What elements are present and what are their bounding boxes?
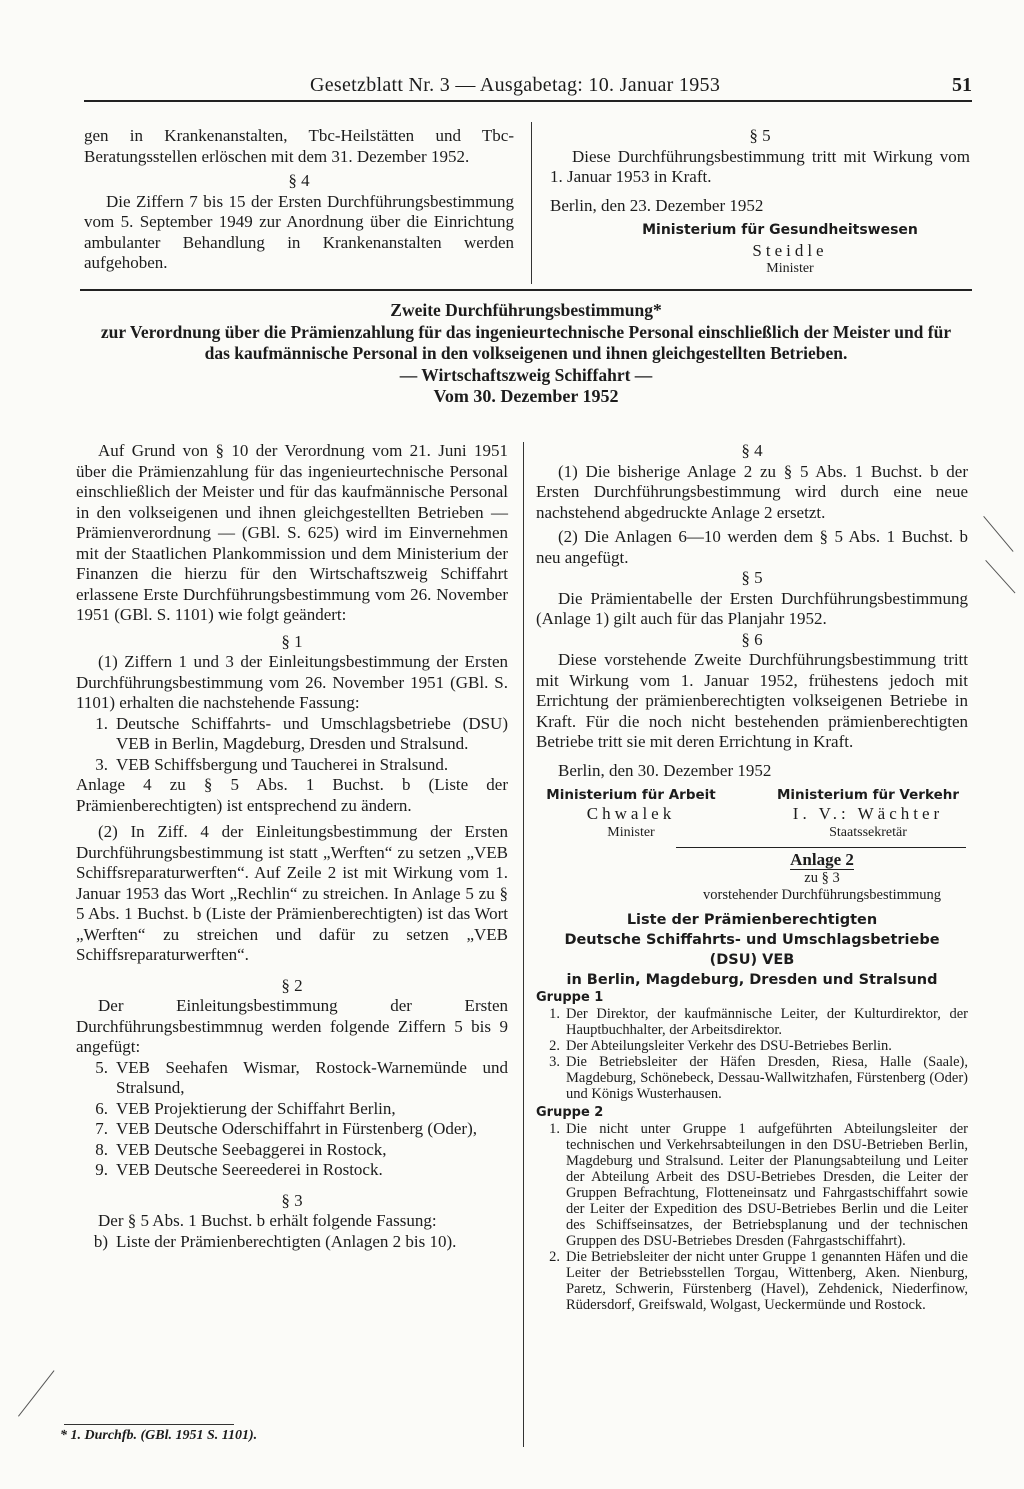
section-heading: § 1 (281, 631, 303, 651)
anlage-label: Anlage 2 (790, 849, 854, 869)
list-title: Liste der Prämienberechtigten (626, 912, 878, 928)
group-heading: Gruppe 2 (536, 1105, 604, 1120)
item-text: Deutsche Schiffahrts- und Umschlagsbetriebe (DSU) VEB in Berlin, Magdeburg, Dresden und Stralsund. (116, 713, 508, 753)
signer-role: Minister (766, 261, 814, 276)
paragraph: Die Ziffern 7 bis 15 der Ersten Durchführungsbestimmung vom 5. September 1949 zur Anordnung über die Einrichtung ambulanter Behandlung in Krankenanstalten werden aufgehoben. (84, 191, 514, 272)
section-heading: § 5 (749, 126, 771, 145)
section-heading: § 2 (281, 975, 303, 995)
ministry-name: Ministerium für Arbeit (546, 787, 716, 803)
signer-role: Minister (607, 824, 655, 840)
paragraph: Diese Durchführungsbestimmung tritt mit Wirkung vom 1. Januar 1953 in Kraft. (550, 146, 970, 186)
item-text: Die Betriebsleiter der Häfen Dresden, Riesa, Halle (Saale), Magdeburg, Schönebeck, Dessau-Wallwitzhafen, Fürstenberg (Oder) und Königs Wusterhausen. (566, 1054, 968, 1102)
list-subtitle: (DSU) VEB (709, 952, 795, 968)
page-header (70, 74, 972, 100)
item-text: Liste der Prämienberechtigten (Anlagen 2 bis 10). (116, 1231, 457, 1251)
item-number: 2. (549, 1249, 560, 1265)
section-heading: § 4 (288, 171, 310, 190)
header-rule (84, 100, 972, 102)
list-item (76, 1058, 508, 1099)
section-heading: § 5 (741, 568, 763, 587)
item-number: 1. (549, 1006, 560, 1022)
item-text: Der Abteilungsleiter Verkehr des DSU-Betriebes Berlin. (566, 1038, 892, 1054)
paragraph: Der Einleitungsbestimmung der Ersten Durchführungsbestimmnug werden folgende Ziffern 5 bis 9 angefügt: (76, 996, 508, 1056)
list-item (536, 1006, 968, 1038)
column-divider (523, 442, 524, 1447)
list-item (76, 1119, 508, 1140)
paragraph: gen in Krankenanstalten, Tbc-Heilstätten und Tbc-Beratungsstellen erlöschen mit dem 31. Dezember 1952. (84, 126, 514, 166)
list-item (76, 755, 508, 776)
item-text: VEB Projektierung der Schiffahrt Berlin, (116, 1098, 396, 1118)
item-text: VEB Deutsche Seereederei in Rostock. (116, 1160, 383, 1179)
section-heading: § 4 (741, 441, 763, 460)
list-item (536, 1054, 968, 1102)
main-right-column (536, 441, 968, 1313)
ministry-name: Ministerium für Gesundheitswesen (642, 222, 918, 238)
intro-paragraph: Auf Grund von § 10 der Verordnung vom 21. Juni 1951 über die Prämienzahlung für das ingenieurtechnische Personal einschließlich der Meister und für das kaufmännische Personal in den volkseigenen und ihnen gleichgestellten Betrieben — Prämienverordnung — (GBl. S. 625) wird im Einvernehmen mit der Staatlichen Plankommission und dem Ministerium der Finanzen die hierzu für den Wirtschaftszweig Schiffahrt erlassene Erste Durchführungsbestimmung vom 26. November 1951 (GBl. S. 1101) wie folgt geändert: (76, 441, 508, 624)
item-number: 6. (95, 1098, 108, 1118)
signature-block (536, 787, 968, 841)
document-title: Zweite Durchführungsbestimmung* (390, 300, 662, 320)
list-item (76, 1099, 508, 1120)
item-text: VEB Deutsche Seebaggerei in Rostock, (116, 1139, 387, 1159)
signer-name: I. V.: Wächter (792, 804, 944, 823)
list-subtitle: Deutsche Schiffahrts- und Umschlagsbetriebe (564, 932, 940, 948)
date-heading: Vom 30. Dezember 1952 (433, 386, 619, 406)
document-subtitle: zur Verordnung über die Prämienzahlung für das ingenieurtechnische Personal einschließlich der Meister und für das kaufmännische Personal in den volkseigenen und ihnen gleichgestellten Betrieben. (100, 321, 952, 363)
ministry-name: Ministerium für Verkehr (776, 787, 959, 803)
item-text: Die Betriebsleiter der nicht unter Gruppe 1 genannten Häfen und die Leiter der Betriebsstellen Torgau, Wittenberg, Aken. Nienburg, Paretz, Schwerin, Fürstenberg (Havel), Zehdenick, Niederfinow, Rüdersdorf, Greifswald, Wolgast, Ueckermünde und Rostock. (566, 1249, 968, 1313)
item-number: 9. (95, 1160, 108, 1179)
paragraph: Anlage 4 zu § 5 Abs. 1 Buchst. b (Liste der Prämienberechtigten) ist entsprechend zu ändern. (76, 775, 508, 815)
signer-name: Chwalek (586, 804, 676, 823)
sector-line: — Wirtschaftszweig Schiffahrt — (399, 364, 653, 385)
main-left-column (76, 441, 508, 1252)
signer-role: Staatssekretär (829, 824, 907, 840)
item-text: Die nicht unter Gruppe 1 aufgeführten Abteilungsleiter der technischen und Verkehrsabteilungen in den DSU-Betrieben Berlin, Magdeburg und Stralsund. Leiter der Planungsabteilung und Leiter der Abteilung Arbeit des DSU-Betriebes Dresden, die Leiter der Gruppen Befrachtung, Flotteneinsatz und Fahrgastschiffahrt sowie der Leiter der Expedition des DSU-Betriebes Berlin und die Leiter des Schiffseinsatzes, der Betriebsplanung und der technischen Gruppen des DSU-Betriebes Dresden (Fahrgastschiffahrt). (566, 1121, 968, 1249)
list-item (536, 1121, 968, 1249)
item-number: 1. (95, 713, 108, 733)
list-item (76, 1160, 508, 1181)
header-title: Gesetzblatt Nr. 3 — Ausgabetag: 10. Januar 1953 (310, 74, 721, 96)
date-line: Berlin, den 30. Dezember 1952 (558, 760, 772, 780)
anlage-heading (536, 850, 968, 871)
title-block (80, 300, 972, 408)
scan-mark (985, 560, 1015, 593)
paragraph: Diese vorstehende Zweite Durchführungsbestimmung tritt mit Wirkung vom 1. Januar 1952, frühestens jedoch mit Errichtung der prämienberechtigten volkseigenen Betriebe in Kraft. Für die noch nicht bestehenden prämienberechtigten Betriebe tritt sie mit deren Errichtung in Kraft. (536, 650, 968, 751)
item-number: 3. (95, 754, 108, 774)
date-line: Berlin, den 23. Dezember 1952 (550, 195, 764, 215)
list-item (76, 1232, 508, 1253)
item-text: VEB Deutsche Oderschiffahrt in Fürstenberg (Oder), (116, 1119, 477, 1138)
item-text: Der Direktor, der kaufmännische Leiter, der Kulturdirektor, der Hauptbuchhalter, der Arbeitsdirektor. (566, 1006, 968, 1038)
column-divider (531, 122, 532, 284)
anlage-reference-2: vorstehender Durchführungsbestimmung (703, 887, 941, 903)
paragraph: (1) Ziffern 1 und 3 der Einleitungsbestimmung der Ersten Durchführungsbestimmung vom 26. November 1951 (GBl. S. 1101) erhalten die nachstehende Fassung: (76, 652, 508, 712)
item-number: b) (93, 1231, 108, 1251)
item-number: 5. (95, 1057, 108, 1077)
item-number: 7. (95, 1119, 108, 1138)
list-item (76, 714, 508, 755)
list-item (536, 1038, 968, 1054)
section-rule (80, 289, 972, 291)
item-text: VEB Schiffsbergung und Taucherei in Stralsund. (116, 754, 449, 774)
paragraph: (1) Die bisherige Anlage 2 zu § 5 Abs. 1 Buchst. b der Ersten Durchführungsbestimmung wird durch eine neue nachstehend abgedruckte Anlage 2 ersetzt. (536, 461, 968, 522)
section-heading: § 6 (741, 629, 763, 649)
scan-mark (983, 516, 1013, 552)
scan-mark (18, 1370, 54, 1416)
item-number: 1. (549, 1121, 560, 1137)
item-number: 2. (549, 1038, 560, 1054)
list-subtitle: in Berlin, Magdeburg, Dresden und Stralsund (566, 972, 938, 988)
paragraph: (2) In Ziff. 4 der Einleitungsbestimmung der Ersten Durchführungsbestimmung ist statt „Werften“ zu setzen „VEB Schiffsreparaturwerften“. Auf Zeile 2 ist mit Wirkung vom 1. Januar 1953 das Wort „Rechlin“ zu streichen. In Anlage 5 zu § 5 Abs. 1 Buchst. b (Liste der Prämienberechtigten) ist das Wort „Werften“ zu streichen und dafür zu setzen „VEB Schiffsreparaturwerften“. (76, 822, 508, 964)
page-number: 51 (952, 74, 972, 96)
item-number: 3. (549, 1054, 560, 1070)
anlage-reference: zu § 3 (804, 870, 840, 886)
paragraph: (2) Die Anlagen 6—10 werden dem § 5 Abs. 1 Buchst. b neu angefügt. (536, 527, 968, 567)
top-left-column (84, 126, 514, 274)
section-heading: § 3 (281, 1190, 303, 1210)
signature-left (536, 787, 726, 841)
signer-name: Steidle (752, 240, 828, 260)
paragraph: Die Prämientabelle der Ersten Durchführungsbestimmung (Anlage 1) gilt auch für das Planjahr 1952. (536, 588, 968, 628)
footnote: * 1. Durchfb. (GBl. 1951 S. 1101). (60, 1428, 258, 1443)
paragraph: Der § 5 Abs. 1 Buchst. b erhält folgende Fassung: (98, 1211, 437, 1230)
signature-right (768, 787, 968, 841)
anlage-rule (676, 847, 966, 848)
list-item (536, 1249, 968, 1313)
list-item (76, 1140, 508, 1161)
item-text: VEB Seehafen Wismar, Rostock-Warnemünde und Stralsund, (116, 1057, 508, 1097)
group-heading: Gruppe 1 (536, 990, 604, 1005)
footnote-rule (64, 1424, 234, 1425)
item-number: 8. (95, 1139, 108, 1159)
top-right-column (550, 126, 970, 277)
